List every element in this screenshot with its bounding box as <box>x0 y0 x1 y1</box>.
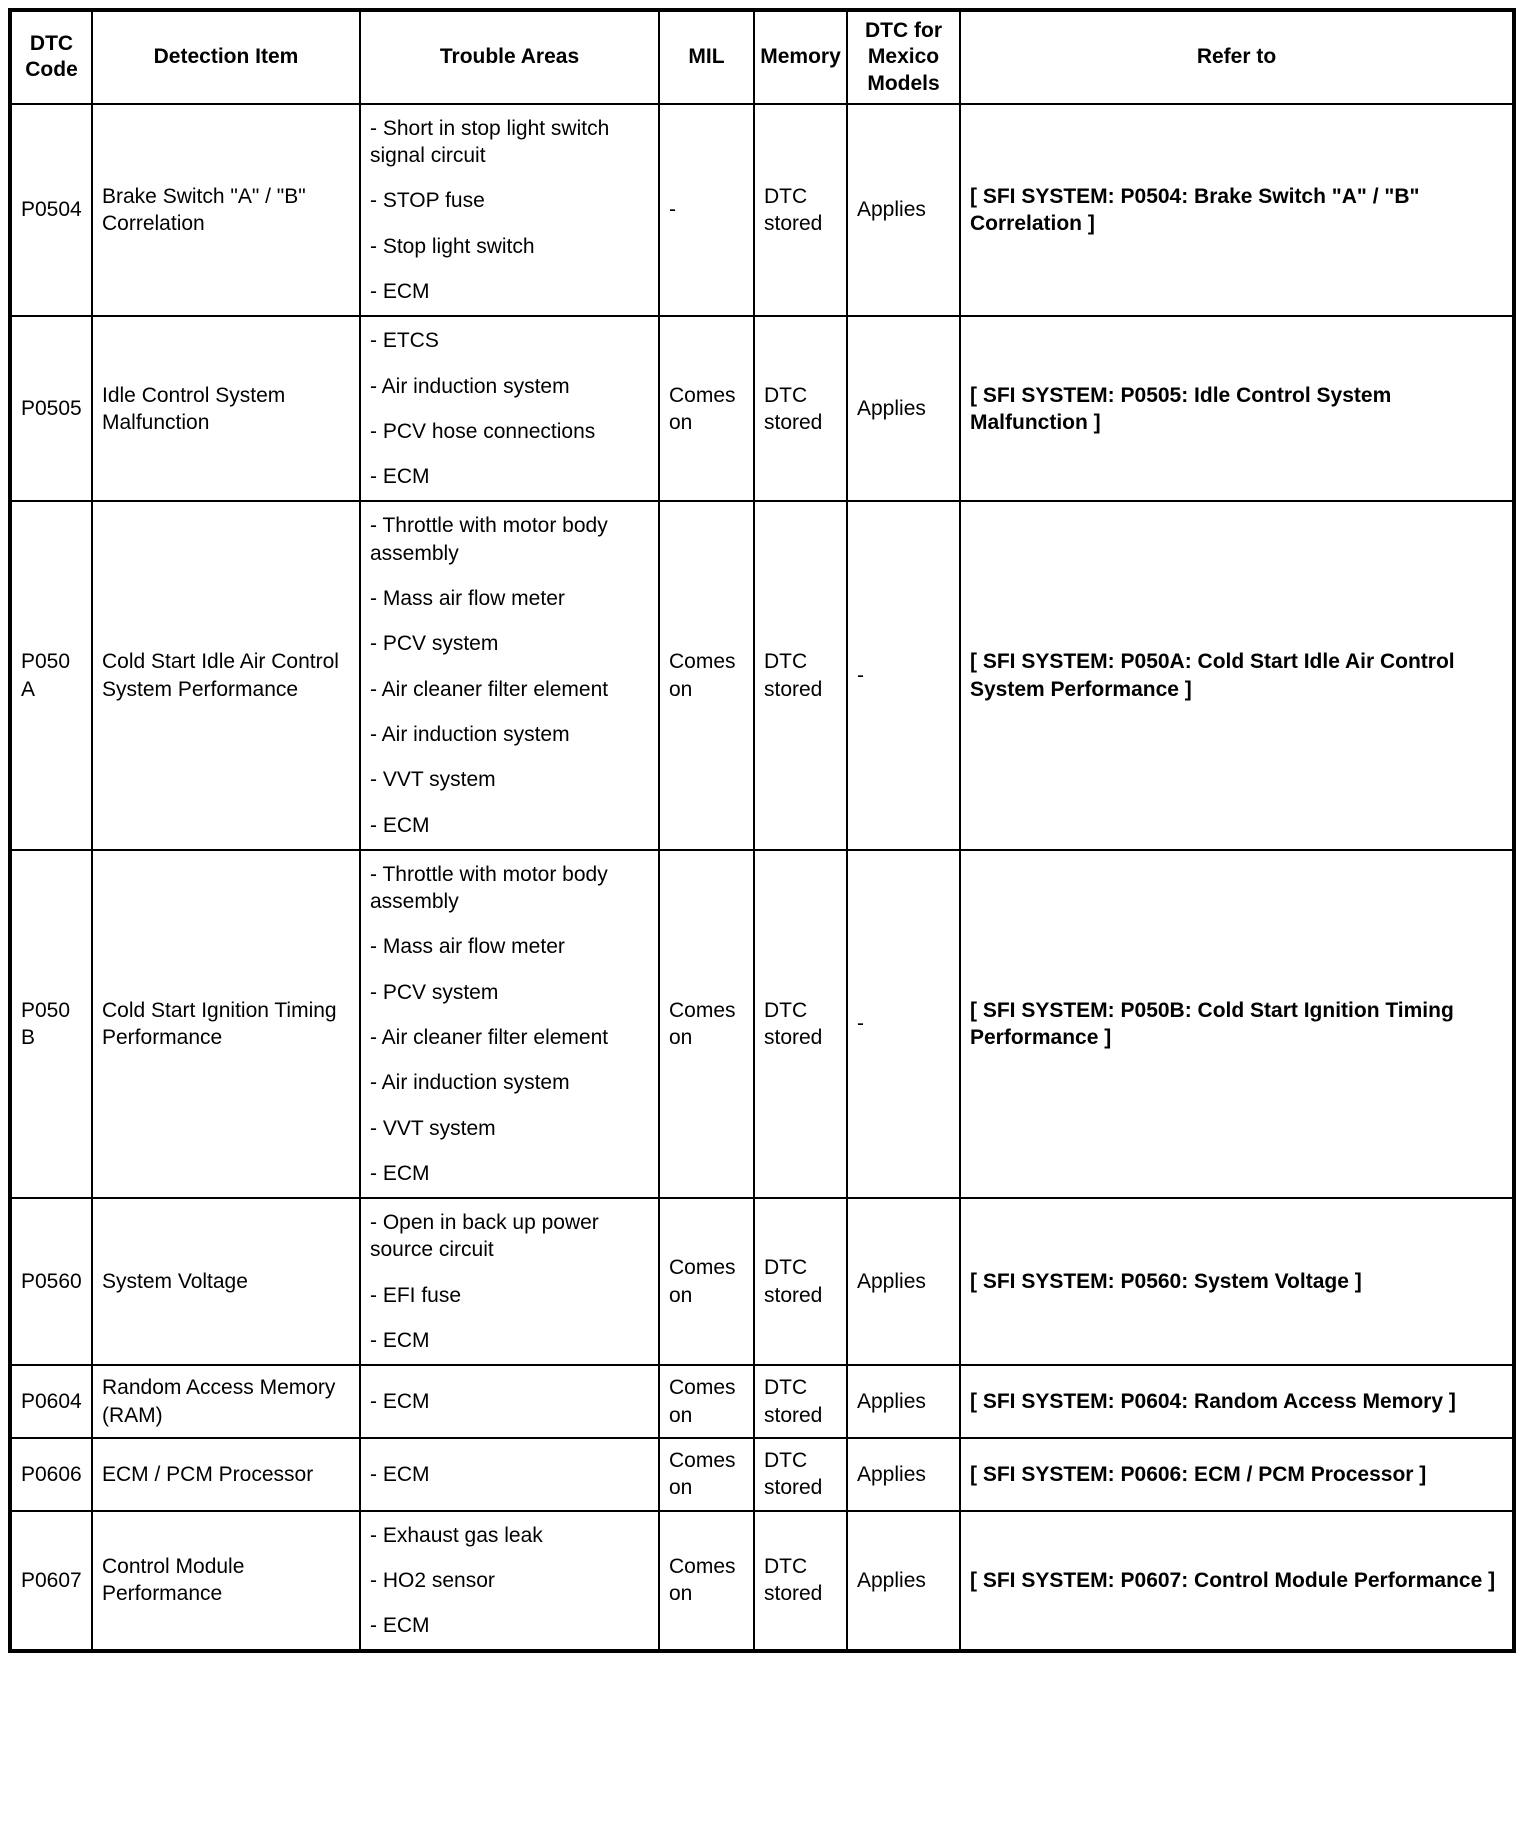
trouble-areas-cell <box>360 1438 659 1511</box>
trouble-area-item: - Exhaust gas leak <box>370 1523 543 1547</box>
dtc-row <box>10 316 1514 501</box>
memory-cell: DTC stored <box>754 1438 847 1511</box>
trouble-areas-cell <box>360 850 659 1198</box>
trouble-area-item: - ECM <box>370 813 430 837</box>
refer-to-cell: [ SFI SYSTEM: P0604: Random Access Memory ] <box>960 1365 1514 1438</box>
dtc-code-cell: P0604 <box>10 1365 92 1438</box>
trouble-area-item: - Open in back up power source circuit <box>370 1211 599 1262</box>
trouble-area-item: - Air induction system <box>370 722 570 746</box>
trouble-area-item: - Mass air flow meter <box>370 587 565 611</box>
trouble-area-item: - Air cleaner filter element <box>370 677 609 701</box>
dtc-table <box>8 8 1516 1653</box>
mil-cell: Comes on <box>659 316 754 501</box>
detection-item-cell: Control Module Performance <box>92 1511 360 1652</box>
trouble-areas-cell <box>360 1365 659 1438</box>
dtc-row <box>10 1438 1514 1511</box>
column-header: Memory <box>754 10 847 104</box>
table-body <box>10 104 1514 1652</box>
header-row <box>10 10 1514 104</box>
dtc-code-cell: P0607 <box>10 1511 92 1652</box>
column-header: DTC Code <box>10 10 92 104</box>
detection-item-cell: Idle Control System Malfunction <box>92 316 360 501</box>
trouble-area-item: - Air induction system <box>370 1071 570 1095</box>
dtc-code-cell: P050B <box>10 850 92 1198</box>
detection-item-cell: System Voltage <box>92 1198 360 1365</box>
column-header: DTC for Mexico Models <box>847 10 960 104</box>
column-header: Detection Item <box>92 10 360 104</box>
trouble-areas-cell <box>360 1511 659 1652</box>
trouble-area-item: - Mass air flow meter <box>370 935 565 959</box>
dtc-row <box>10 1198 1514 1365</box>
mexico-models-cell: Applies <box>847 316 960 501</box>
trouble-area-item: - Short in stop light switch signal circuit <box>370 116 610 168</box>
dtc-row <box>10 1365 1514 1438</box>
mil-cell: Comes on <box>659 850 754 1198</box>
trouble-area-item: - PCV system <box>370 980 499 1004</box>
column-header: Trouble Areas <box>360 10 659 104</box>
trouble-area-item: - ETCS <box>370 329 439 353</box>
memory-cell: DTC stored <box>754 1365 847 1438</box>
mil-cell: Comes on <box>659 1438 754 1511</box>
trouble-area-item: - ECM <box>370 1462 430 1486</box>
trouble-areas-cell <box>360 501 659 849</box>
refer-to-cell: [ SFI SYSTEM: P0606: ECM / PCM Processor ] <box>960 1438 1514 1511</box>
mexico-models-cell: - <box>847 850 960 1198</box>
trouble-area-item: - ECM <box>370 1614 430 1638</box>
trouble-area-item: - Stop light switch <box>370 234 535 258</box>
memory-cell: DTC stored <box>754 850 847 1198</box>
trouble-areas-cell <box>360 1198 659 1365</box>
detection-item-cell: Random Access Memory (RAM) <box>92 1365 360 1438</box>
trouble-area-item: - ECM <box>370 279 430 303</box>
memory-cell: DTC stored <box>754 501 847 849</box>
trouble-area-item: - HO2 sensor <box>370 1568 495 1592</box>
column-header: Refer to <box>960 10 1514 104</box>
trouble-area-item: - PCV system <box>370 632 499 656</box>
detection-item-cell: Cold Start Idle Air Control System Performance <box>92 501 360 849</box>
trouble-area-item: - STOP fuse <box>370 189 485 213</box>
mexico-models-cell: Applies <box>847 104 960 316</box>
column-header: MIL <box>659 10 754 104</box>
trouble-area-item: - ECM <box>370 1161 430 1185</box>
trouble-area-item: - VVT system <box>370 1116 496 1140</box>
refer-to-cell: [ SFI SYSTEM: P0504: Brake Switch "A" / "B" Correlation ] <box>960 104 1514 316</box>
dtc-code-cell: P0606 <box>10 1438 92 1511</box>
dtc-row <box>10 501 1514 849</box>
mil-cell: Comes on <box>659 501 754 849</box>
detection-item-cell: ECM / PCM Processor <box>92 1438 360 1511</box>
memory-cell: DTC stored <box>754 316 847 501</box>
dtc-code-cell: P0560 <box>10 1198 92 1365</box>
dtc-code-cell: P0505 <box>10 316 92 501</box>
trouble-area-item: - PCV hose connections <box>370 419 596 443</box>
trouble-area-item: - ECM <box>370 1390 430 1413</box>
refer-to-cell: [ SFI SYSTEM: P0560: System Voltage ] <box>960 1198 1514 1365</box>
mil-cell: - <box>659 104 754 316</box>
refer-to-cell: [ SFI SYSTEM: P0505: Idle Control System Malfunction ] <box>960 316 1514 501</box>
mil-cell: Comes on <box>659 1198 754 1365</box>
trouble-areas-cell <box>360 316 659 501</box>
trouble-area-item: - Throttle with motor body assembly <box>370 514 608 565</box>
refer-to-cell: [ SFI SYSTEM: P050A: Cold Start Idle Air Control System Performance ] <box>960 501 1514 849</box>
dtc-code-cell: P050A <box>10 501 92 849</box>
memory-cell: DTC stored <box>754 1511 847 1652</box>
mexico-models-cell: Applies <box>847 1438 960 1511</box>
mil-cell: Comes on <box>659 1511 754 1652</box>
trouble-area-item: - EFI fuse <box>370 1283 462 1307</box>
trouble-areas-cell <box>360 104 659 316</box>
memory-cell: DTC stored <box>754 104 847 316</box>
detection-item-cell: Cold Start Ignition Timing Performance <box>92 850 360 1198</box>
dtc-row <box>10 1511 1514 1652</box>
trouble-area-item: - ECM <box>370 1329 430 1353</box>
dtc-code-cell: P0504 <box>10 104 92 316</box>
trouble-area-item: - ECM <box>370 465 430 489</box>
mexico-models-cell: Applies <box>847 1198 960 1365</box>
mexico-models-cell: Applies <box>847 1511 960 1652</box>
trouble-area-item: - Air induction system <box>370 374 570 398</box>
trouble-area-item: - VVT system <box>370 768 496 792</box>
mil-cell: Comes on <box>659 1365 754 1438</box>
dtc-row <box>10 104 1514 316</box>
dtc-row <box>10 850 1514 1198</box>
memory-cell: DTC stored <box>754 1198 847 1365</box>
trouble-area-item: - Throttle with motor body assembly <box>370 862 608 914</box>
refer-to-cell: [ SFI SYSTEM: P050B: Cold Start Ignition Timing Performance ] <box>960 850 1514 1198</box>
mexico-models-cell: Applies <box>847 1365 960 1438</box>
mexico-models-cell: - <box>847 501 960 849</box>
trouble-area-item: - Air cleaner filter element <box>370 1025 609 1049</box>
detection-item-cell: Brake Switch "A" / "B" Correlation <box>92 104 360 316</box>
refer-to-cell: [ SFI SYSTEM: P0607: Control Module Performance ] <box>960 1511 1514 1652</box>
